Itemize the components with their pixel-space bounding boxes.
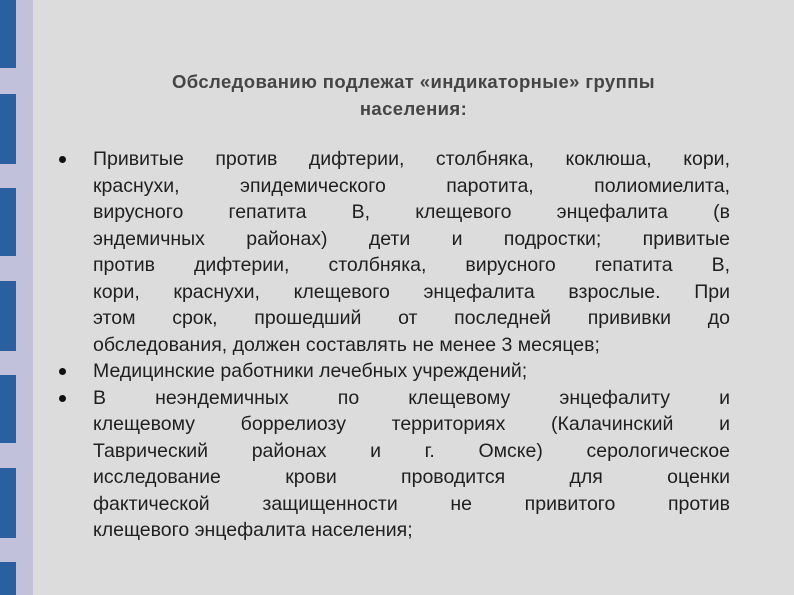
accent-bar — [0, 0, 16, 68]
left-accent-bars — [0, 0, 16, 595]
accent-bar — [0, 188, 16, 256]
bullet-list — [93, 146, 730, 544]
bullet-line: кори, краснухи, клещевого энцефалита взрослые. При — [93, 280, 730, 303]
slide-title-line-1: Обследованию подлежат «индикаторные» группы — [172, 71, 655, 92]
bullet-line: обследования, должен составлять не менее 3 месяцев; — [93, 333, 600, 356]
bullet-line: эндемичных районах) дети и подростки; привитые — [93, 227, 730, 250]
bullet-line: против дифтерии, столбняка, вирусного гепатита В, — [93, 254, 730, 276]
bullet-line: В неэндемичных по клещевому энцефалиту и — [93, 386, 730, 409]
bullet-line: клещевому боррелиозу территориях (Калачинский и — [93, 413, 730, 435]
bullet-line: Привитые против дифтерии, столбняка, коклюша, кори, — [93, 148, 730, 170]
bullet-item-medical-workers — [93, 358, 730, 385]
accent-bar — [0, 468, 16, 538]
bullet-dot-icon — [59, 368, 66, 375]
bullet-line: фактической защищенности не привитого против — [93, 492, 730, 515]
bullet-dot-icon — [59, 395, 66, 402]
bullet-line: вирусного гепатита В, клещевого энцефалита (в — [93, 201, 730, 223]
bullet-line: Медицинские работники лечебных учреждений; — [93, 360, 528, 382]
bullet-line: исследование крови проводится для оценки — [93, 466, 730, 488]
bullet-item-vaccinated — [93, 146, 730, 358]
accent-bar — [0, 281, 16, 351]
slide-title — [33, 68, 794, 122]
accent-bar — [0, 562, 16, 595]
accent-bar — [0, 94, 16, 164]
bullet-line: Таврический районах и г. Омске) серологическое — [93, 439, 730, 462]
bullet-line: краснухи, эпидемического паротита, полиомиелита, — [93, 174, 730, 197]
bullet-line: этом срок, прошедший от последней прививки до — [93, 307, 730, 329]
slide-title-line-2: населения: — [359, 98, 468, 119]
bullet-dot-icon — [59, 156, 66, 163]
bullet-item-non-endemic — [93, 385, 730, 544]
bullet-line: клещевого энцефалита населения; — [93, 519, 413, 541]
accent-bar — [0, 375, 16, 443]
